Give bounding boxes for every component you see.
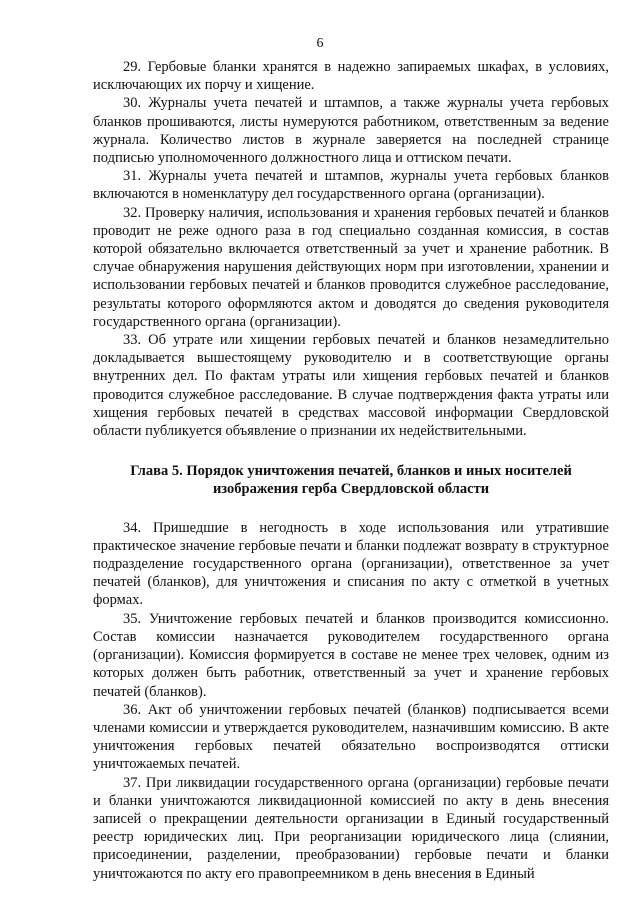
document-body	[93, 58, 609, 883]
paragraph-35: 35. Уничтожение гербовых печатей и бланков производится комиссионно. Состав комиссии назначается руководителем государственного органа (организации). Комиссия формируется в составе не менее трех человек, одним из которых должен быть работник, ответственный за учет и хранение гербовых печатей (бланков).	[93, 610, 609, 700]
paragraph-30: 30. Журналы учета печатей и штампов, а также журналы учета гербовых бланков прошиваются, листы нумеруются работником, ответственным за ведение журнала. Количество листов в журнале заверяется на последней странице подписью уполномоченного должностного лица и оттиском печати.	[93, 95, 609, 167]
paragraph-34: 34. Пришедшие в негодность в ходе использования или утратившие практическое значение гербовые печати и бланки подлежат возврату в структурное подразделение государственного органа (организации), ответственное за учет печатей (бланков), для уничтожения и списания по акту с отметкой в учетных формах.	[93, 519, 609, 609]
paragraph-29: 29. Гербовые бланки хранятся в надежно запираемых шкафах, в условиях, исключающих их порчу и хищение.	[93, 59, 609, 94]
chapter-heading-line-2: изображения герба Свердловской области	[212, 481, 490, 498]
paragraph-33: 33. Об утрате или хищении гербовых печатей и бланков незамедлительно докладывается вышестоящему руководителю и в соответствующие органы внутренних дел. По фактам утраты или хищения гербовых печатей и бланков проводится служебное расследование. В случае подтверждения факта утраты или хищения гербовых печатей в средствах массовой информации Свердловской области публикуется объявление о признании их недействительными.	[93, 332, 609, 440]
chapter-heading-line-1: Глава 5. Порядок уничтожения печатей, бланков и иных носителей	[130, 463, 572, 480]
paragraph-36: 36. Акт об уничтожении гербовых печатей (бланков) подписывается всеми членами комиссии и утверждается руководителем, назначившим комиссию. В акте уничтожения гербовых печатей обязательно воспроизводятся оттиски уничтожаемых печатей.	[93, 701, 609, 773]
chapter-heading	[93, 462, 609, 498]
paragraph-31: 31. Журналы учета печатей и штампов, журналы учета гербовых бланков включаются в номенклатуру дел государственного органа (организации).	[93, 168, 609, 203]
paragraph-37: 37. При ликвидации государственного органа (организации) гербовые печати и бланки уничтожаются ликвидационной комиссией по акту в день внесения записей о прекращении деятельности организации в Единый государственный реестр юридических лиц. При реорганизации юридического лица (слиянии, присоединении, разделении, преобразовании) гербовые печати и бланки уничтожаются по акту его правопреемником в день внесения в Единый	[93, 774, 609, 882]
page-number: 6	[316, 36, 324, 51]
paragraph-32: 32. Проверку наличия, использования и хранения гербовых печатей и бланков проводит не реже одного раза в год специально созданная комиссия, в состав которой обязательно включается ответственный за учет и хранение работник. В случае обнаружения нарушения действующих норм при изготовлении, хранении и использовании гербовых печатей и бланков проводится служебное расследование, результаты которого оформляются актом и доводятся до сведения руководителя государственного органа (организации).	[93, 204, 609, 330]
